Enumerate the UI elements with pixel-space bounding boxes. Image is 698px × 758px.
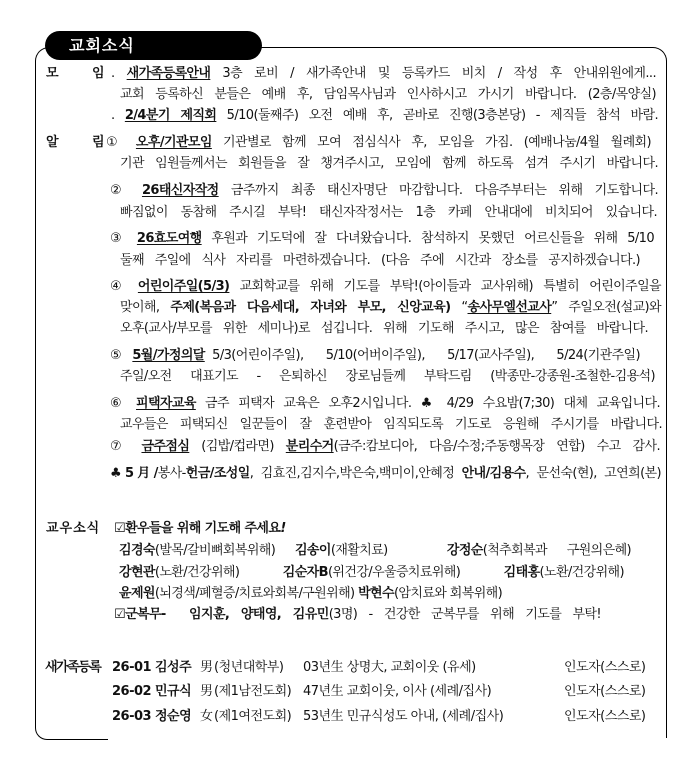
label-newfamily: 새가족등록 <box>45 660 101 675</box>
underlined-heading: 26태신자작정 <box>141 183 219 198</box>
label-alim-a: 알 <box>46 135 59 150</box>
alim-line <box>120 155 658 172</box>
text-run: (3명) - 건강한 군복무를 위해 기도를 부탁! <box>328 607 601 622</box>
text-run: 봉사- <box>157 466 186 481</box>
bold-text: 김경숙 <box>119 543 155 558</box>
text-run: ☑ <box>114 607 126 622</box>
alim-line <box>110 438 660 455</box>
text-run: (척추회복과 구원의은혜) <box>482 543 631 558</box>
alim-line <box>120 368 655 385</box>
text-run: 맞이해, <box>120 300 171 315</box>
bold-text: 환우들을 위해 기도해 주세요 <box>125 521 281 536</box>
alim-line <box>120 204 657 221</box>
text-run: ” 주일오전(설교)와 <box>551 300 661 315</box>
text-run: ④ <box>110 279 138 294</box>
text-run: (김밥/컵라면) <box>189 439 286 454</box>
alim-line <box>106 134 651 151</box>
text-run: (위건강/우울증치료위해) <box>327 565 504 580</box>
text-run: 금주 피택자 교육은 오후2시입니다. ♣ 4/29 수요밤(7;30) 대체 교육입니다. <box>195 396 660 411</box>
text-run: 5/3(어린이주일), 5/10(어버이주일), 5/17(교사주일), 5/24(기관주일) <box>204 348 640 363</box>
text-run: , 김효진,김지수,박은숙,백미이,안혜정 <box>249 466 462 481</box>
text-run: ☑ <box>114 521 126 536</box>
newfamily-sex: 男 <box>200 660 213 675</box>
alim-line <box>110 395 660 412</box>
label-moim-a: 모 <box>46 66 59 81</box>
members-line <box>114 520 286 537</box>
text-run: ⑥ <box>110 396 137 411</box>
members-line <box>119 542 631 559</box>
text-run: , 문선숙(현), 고연희(본) <box>525 466 661 481</box>
text-run: 기관 임원들께서는 회원들을 잘 챙겨주시고, 모임에 함께 하도록 섬겨 주시기 바랍니다. <box>120 156 658 171</box>
text-run: (노환/건강위해) <box>539 565 624 580</box>
moim-line <box>111 107 658 124</box>
newfamily-sex: 男 <box>200 684 213 699</box>
underlined-heading: 피택자교육 <box>136 396 196 411</box>
bold-text: 윤제원 <box>119 586 155 601</box>
text-run: (금주:캄보디아, 다음/수정;주동행목장 연합) 수고 감사. <box>333 439 660 454</box>
underlined-heading: 오후/기관모임 <box>135 135 212 150</box>
moim-line <box>120 86 656 103</box>
members-line <box>114 606 601 623</box>
text-run: ⑤ <box>110 348 133 363</box>
alim-line <box>110 465 661 482</box>
alim-line <box>120 320 648 337</box>
newfamily-name: 민규식 <box>155 684 192 699</box>
bold-text: 김태홍 <box>503 565 540 580</box>
bold-text: 강현관 <box>119 565 155 580</box>
underlined-heading: 어린이주일(5/3) <box>137 279 230 294</box>
underlined-heading: 분리수거 <box>285 439 334 454</box>
newfamily-name: 정순영 <box>155 709 192 724</box>
newfamily-group: (청년대학부) <box>214 660 284 675</box>
text-run: 둘째 주일에 식사 자리를 마련하겠습니다. (다음 주에 시간과 장소를 공지하겠습니다.) <box>120 253 640 268</box>
newfamily-number: 26-01 <box>112 660 152 675</box>
underlined-heading: 새가족등록안내 <box>126 66 211 81</box>
text-run: ② <box>110 183 142 198</box>
text-run: . <box>111 108 125 123</box>
alim-line <box>120 416 662 433</box>
newfamily-guide: 인도자(스스로) <box>564 660 646 675</box>
newfamily-guide: 인도자(스스로) <box>564 684 646 699</box>
bold-text: 안내/김용수 <box>461 466 526 481</box>
newfamily-detail: 53년生 민규식성도 아내, (세례/집사) <box>303 709 504 724</box>
text-run: 후원과 기도덕에 잘 다녀왔습니다. 참석하지 못했던 어르신들을 위해 5/10 <box>201 231 654 246</box>
alim-line <box>120 252 640 269</box>
newfamily-guide: 인도자(스스로) <box>564 709 646 724</box>
newfamily-sex: 女 <box>200 709 213 724</box>
newfamily-detail: 03년生 상명大, 교회이웃 (유세) <box>303 660 476 675</box>
bold-text: 강정순 <box>446 543 483 558</box>
text-run: “ <box>450 300 468 315</box>
section-title: 교회소식 <box>45 31 262 60</box>
text-run: 교우들은 피택되신 일꾼들이 잘 훈련받아 임직되도록 기도로 응원해 주시기를 바랍니다. <box>120 417 662 432</box>
text-run: ③ <box>110 231 137 246</box>
text-run: (암치료와 회복위해) <box>393 586 503 601</box>
bold-text: ! <box>280 521 286 536</box>
label-members: 교우소식 <box>46 521 101 536</box>
label-moim-b: 임 <box>92 66 105 81</box>
underlined-heading: 금주점심 <box>141 439 190 454</box>
alim-line <box>120 299 661 316</box>
text-run: (재활치료) <box>330 543 447 558</box>
label-alim-b: 림 <box>92 135 105 150</box>
moim-line <box>111 65 656 82</box>
bold-text: 김순자B <box>282 565 328 580</box>
underlined-heading: 5월/가정의달 <box>132 348 205 363</box>
text-run: (발목/갈비뼈회복위해) <box>154 543 295 558</box>
underlined-heading: 2/4분기 제직회 <box>124 108 217 123</box>
text-run: 금주까지 최종 태신자명단 마감합니다. 다음주부터는 위해 기도합니다. <box>218 183 658 198</box>
text-run: ⑦ <box>110 439 142 454</box>
text-run: 기관별로 함께 모여 점심식사 후, 모임을 가짐. (예배나눔/4월 월례회) <box>211 135 651 150</box>
members-line <box>119 585 502 602</box>
notice-box-corner <box>35 712 108 740</box>
text-run: 5/10(둘째주) 오전 예배 후, 곧바로 진행(3층본당) - 제직들 참석 바람. <box>216 108 658 123</box>
newfamily-detail: 47년生 교회이웃, 이사 (세례/집사) <box>303 684 492 699</box>
text-run: ♣ <box>110 466 125 481</box>
text-run: 빠짐없이 동참해 주시길 부탁! 태신자작정서는 1층 카페 안내대에 비치되어 있습니다. <box>120 205 657 220</box>
text-run: (뇌경색/폐혈증/치료와회복/구원위해) <box>154 586 359 601</box>
newfamily-group: (제1여전도회) <box>214 709 292 724</box>
bold-text: 군복무- 임지훈, 양태영, 김유민 <box>125 607 329 622</box>
newfamily-name: 김성주 <box>155 660 192 675</box>
alim-line <box>110 347 640 364</box>
bold-text: 박현수 <box>358 586 394 601</box>
newfamily-number: 26-02 <box>112 684 152 699</box>
text-run: 교회 등록하신 분들은 예배 후, 담임목사님과 인사하시고 가시기 바랍니다. (2층/목양실) <box>120 87 656 102</box>
bold-text: 헌금/조성일 <box>185 466 250 481</box>
text-run: ① <box>106 135 136 150</box>
newfamily-group: (제1남전도회) <box>214 684 292 699</box>
alim-line <box>110 182 658 199</box>
members-line <box>119 564 624 581</box>
alim-line <box>110 230 654 247</box>
bold-text: 김송이 <box>294 543 331 558</box>
underlined-heading: 송사무엘선교사 <box>467 300 552 315</box>
text-run: (노환/건강위해) <box>154 565 283 580</box>
text-run: 교회학교를 위해 기도를 부탁!(아이들과 교사위해) 특별히 어린이주일을 <box>229 279 661 294</box>
bold-text: 주제(복음과 다음세대, 자녀와 부모, 신앙교육) <box>170 300 451 315</box>
underlined-heading: 26효도여행 <box>136 231 202 246</box>
text-run: 3층 로비 / 새가족안내 및 등록카드 비치 / 작성 후 안내위원에게... <box>210 66 656 81</box>
text-run: 주일/오전 대표기도 - 은퇴하신 장로님들께 부탁드림 (박종만-강종원-조철한-김용석) <box>120 369 655 384</box>
text-run: 오후(교사/부모를 위한 세미나)로 섬깁니다. 위해 기도해 주시고, 많은 참여를 바랍니다. <box>120 321 648 336</box>
newfamily-number: 26-03 <box>112 709 152 724</box>
bold-text: 5月/ <box>124 466 158 481</box>
text-run: . <box>111 66 127 81</box>
alim-line <box>110 278 661 295</box>
